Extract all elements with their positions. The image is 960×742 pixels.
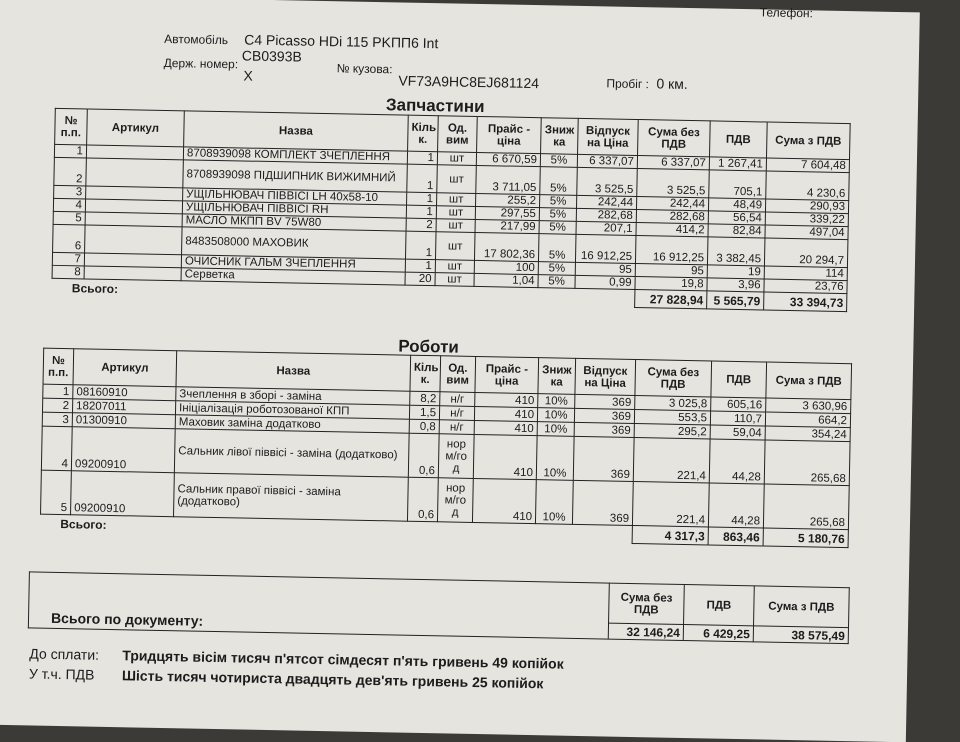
works-cell-name: Зчеплення в зборі - заміна	[176, 387, 410, 405]
plate-label: Держ. номер:	[163, 55, 239, 72]
plate-value: CB0393B	[241, 47, 302, 65]
parts-cell-net: 19,8	[635, 277, 707, 291]
works-total-vat: 863,46	[708, 527, 763, 546]
parts-col-price: Прайс - ціна	[477, 116, 542, 153]
parts-cell-name: 8708939098 ПІДШИПНИК ВИЖИМНИЙ	[183, 160, 407, 192]
works-cell-price: 410	[472, 478, 536, 523]
works-table	[40, 348, 852, 548]
parts-cell-discount: 5%	[538, 234, 576, 263]
parts-col-vat: ПДВ	[710, 121, 768, 158]
parts-cell-vat: 48,49	[708, 198, 765, 212]
parts-cell-gross: 4 230,6	[766, 171, 850, 201]
parts-cell-vat: 705,1	[709, 170, 767, 199]
works-cell-net: 553,5	[634, 410, 710, 425]
works-cell-price: 410	[473, 434, 537, 479]
parts-cell-gross: 7 604,48	[766, 158, 849, 173]
body-label: № кузова:	[336, 61, 393, 77]
parts-cell-net: 16 912,25	[635, 236, 708, 265]
parts-cell-net: 414,2	[636, 223, 708, 237]
parts-total-gross: 33 394,73	[764, 292, 847, 312]
parts-cell-name: УЩІЛЬНЮВАЧ ПІВВІСІ RH	[182, 201, 406, 218]
mileage-value: 0 км.	[656, 75, 688, 92]
works-cell-gross: 265,68	[763, 484, 849, 530]
parts-cell-qty: 1	[407, 164, 438, 193]
parts-cell-price: 297,55	[475, 206, 539, 220]
parts-col-gross: Сума з ПДВ	[767, 122, 851, 160]
parts-col-unit: Од. вим	[438, 116, 478, 153]
works-cell-name: Ініціалізація роботозованої КПП	[175, 401, 409, 419]
works-total-label: Всього:	[40, 514, 632, 543]
works-col-n: № п.п.	[43, 348, 74, 385]
works-col-qty: Кіль к.	[410, 355, 441, 392]
works-col-sale-price: Відпуск на Ціна	[575, 358, 636, 395]
parts-cell-n: 7	[52, 252, 84, 266]
parts-cell-price: 217,99	[475, 219, 539, 233]
works-cell-net: 221,4	[632, 482, 709, 527]
parts-col-n: № п.п.	[55, 108, 88, 145]
parts-cell-vat: 3 382,45	[707, 237, 765, 266]
parts-col-qty: Кіль к.	[408, 115, 439, 152]
parts-cell-price: 6 670,59	[476, 152, 540, 166]
mileage-label: Пробіг :	[606, 76, 650, 92]
plate-value-2: X	[243, 67, 253, 84]
parts-cell-vat: 19	[707, 265, 764, 279]
parts-cell-sale-price: 95	[575, 262, 635, 276]
works-cell-article: 18207011	[72, 399, 175, 415]
works-cell-article: 09200910	[71, 427, 175, 473]
parts-total-net: 27 828,94	[635, 290, 707, 309]
works-cell-article: 08160910	[73, 385, 176, 401]
parts-cell-unit: шт	[437, 165, 477, 194]
parts-col-net: Сума без ПДВ	[638, 120, 711, 157]
parts-cell-gross: 290,93	[765, 199, 848, 214]
parts-cell-n: 3	[54, 185, 86, 199]
parts-cell-name: 8483508000 МАХОВИК	[182, 227, 406, 259]
parts-cell-n: 8	[52, 265, 84, 279]
parts-cell-price: 100	[474, 260, 538, 274]
works-cell-qty: 0,6	[407, 477, 438, 522]
works-col-discount: Зниж ка	[538, 358, 576, 395]
doc-total-net: 32 146,24	[608, 623, 683, 640]
works-cell-vat: 44,28	[709, 439, 765, 484]
parts-cell-sale-price: 0,99	[575, 275, 635, 289]
parts-cell-qty: 1	[407, 151, 437, 165]
works-cell-n: 3	[42, 412, 72, 427]
parts-cell-unit: шт	[435, 232, 475, 261]
works-total-gross: 5 180,76	[763, 528, 848, 548]
works-cell-gross: 265,68	[764, 440, 850, 486]
works-cell-price: 410	[474, 420, 537, 435]
works-cell-qty: 0,8	[409, 419, 439, 434]
parts-cell-net: 6 337,07	[637, 156, 709, 170]
works-cell-qty: 8,2	[410, 391, 440, 406]
works-cell-gross: 3 630,96	[766, 398, 851, 414]
parts-cell-unit: шт	[436, 219, 475, 233]
works-cell-vat: 605,16	[711, 397, 766, 412]
parts-cell-sale-price: 6 337,07	[577, 154, 637, 168]
parts-cell-n: 2	[54, 157, 87, 186]
works-cell-discount: 10%	[537, 408, 574, 423]
parts-cell-discount: 5%	[539, 221, 576, 235]
works-cell-sale-price: 369	[572, 480, 633, 525]
works-cell-net: 3 025,8	[635, 396, 711, 411]
doc-head-vat: ПДВ	[684, 585, 755, 626]
parts-cell-discount: 5%	[540, 167, 578, 196]
parts-cell-vat: 1 267,41	[709, 157, 766, 171]
works-col-net: Сума без ПДВ	[635, 360, 712, 397]
parts-cell-discount: 5%	[539, 208, 576, 222]
parts-cell-net: 3 525,5	[637, 169, 710, 198]
parts-cell-name: Серветка	[181, 268, 405, 285]
works-col-vat: ПДВ	[711, 361, 767, 398]
pay-words: Тридцять вісім тисяч п'ятсот сімдесят п'ять гривень 49 копійок	[122, 647, 564, 672]
parts-cell-qty: 20	[405, 272, 435, 286]
works-cell-sale-price: 369	[575, 394, 635, 409]
parts-total-vat: 5 565,79	[707, 291, 764, 310]
works-cell-n: 2	[42, 398, 72, 413]
works-col-unit: Од. вим	[440, 356, 476, 393]
works-cell-price: 410	[475, 392, 538, 407]
works-cell-unit: н/г	[440, 392, 475, 407]
doc-head-gross: Сума з ПДВ	[754, 586, 850, 628]
parts-total-label: Всього:	[52, 278, 635, 307]
works-total-net: 4 317,3	[632, 526, 708, 545]
parts-cell-qty: 1	[407, 192, 437, 206]
parts-cell-unit: шт	[436, 206, 475, 220]
parts-cell-gross: 339,22	[765, 212, 848, 227]
works-col-price: Прайс - ціна	[475, 356, 539, 393]
parts-cell-name: УЩІЛЬНЮВАЧ ПІВВІСІ LH 40x58-10	[183, 188, 407, 205]
parts-cell-unit: шт	[435, 273, 474, 287]
works-cell-n: 5	[41, 470, 72, 515]
works-cell-name: Сальник правої піввісі - заміна (додатково)	[174, 473, 409, 521]
parts-cell-discount: 5%	[540, 154, 577, 168]
doc-total-vat: 6 429,25	[683, 625, 753, 642]
pay-label: До сплати:	[29, 645, 100, 663]
works-cell-qty: 1,5	[409, 405, 439, 420]
works-cell-sale-price: 369	[574, 422, 634, 437]
parts-cell-name: МАСЛО МКПП BV 75W80	[182, 214, 406, 231]
works-cell-vat: 59,04	[710, 425, 765, 440]
parts-cell-article	[86, 158, 184, 188]
parts-cell-unit: шт	[435, 260, 474, 274]
parts-cell-net: 242,44	[636, 197, 708, 211]
parts-cell-sale-price: 207,1	[576, 221, 636, 235]
parts-cell-gross: 20 294,7	[764, 238, 848, 268]
works-cell-n: 4	[41, 426, 72, 471]
parts-cell-price: 17 802,36	[474, 232, 539, 261]
parts-cell-discount: 5%	[538, 275, 575, 289]
works-cell-sale-price: 369	[573, 436, 634, 481]
works-cell-qty: 0,6	[408, 433, 439, 478]
parts-cell-unit: шт	[437, 193, 476, 207]
vat-words: Шість тисяч чотириста двадцять дев'ять гривень 25 копійок	[121, 667, 544, 692]
works-cell-unit: н/г	[439, 406, 474, 421]
parts-cell-n: 1	[54, 144, 86, 158]
works-col-gross: Сума з ПДВ	[766, 362, 852, 400]
car-value: C4 Picasso HDi 115 PKПП6 Int	[244, 31, 439, 52]
works-col-article: Артикул	[73, 349, 177, 387]
parts-cell-sale-price: 242,44	[576, 195, 636, 209]
document-total-label: Всього по документу:	[28, 572, 609, 639]
parts-cell-unit: шт	[437, 152, 476, 166]
works-cell-gross: 664,2	[765, 412, 850, 428]
vat-label: У т.ч. ПДВ	[28, 665, 95, 683]
parts-cell-n: 5	[53, 211, 85, 225]
parts-title: Запчастини	[385, 95, 485, 117]
parts-cell-sale-price: 16 912,25	[575, 234, 636, 263]
document-total-table	[28, 571, 850, 644]
works-cell-vat: 110,7	[710, 411, 765, 426]
parts-cell-net: 282,68	[636, 210, 708, 224]
works-cell-unit: н/г	[439, 420, 474, 435]
parts-col-sale-price: Відпуск на Ціна	[578, 118, 639, 155]
parts-cell-net: 95	[635, 264, 707, 278]
doc-total-gross: 38 575,49	[753, 626, 848, 644]
parts-col-name: Назва	[184, 111, 409, 151]
parts-cell-n: 6	[53, 224, 86, 253]
vin-value: VF73A9HC8EJ681124	[398, 72, 540, 92]
parts-cell-qty: 1	[405, 259, 435, 273]
parts-cell-vat: 82,84	[708, 224, 765, 238]
parts-cell-gross: 114	[764, 266, 847, 281]
parts-cell-gross: 497,04	[765, 225, 848, 240]
works-cell-vat: 44,28	[708, 483, 764, 528]
parts-cell-vat: 56,54	[708, 211, 765, 225]
works-cell-net: 221,4	[633, 438, 710, 483]
parts-cell-sale-price: 3 525,5	[577, 167, 638, 196]
works-cell-discount: 10%	[536, 436, 574, 481]
works-cell-name: Маховик заміна додатково	[175, 415, 409, 433]
works-cell-unit: нор м/го д	[438, 434, 474, 479]
parts-cell-qty: 1	[405, 231, 436, 260]
parts-cell-discount: 5%	[540, 195, 577, 209]
works-cell-discount: 10%	[537, 422, 574, 437]
parts-cell-price: 255,2	[476, 193, 540, 207]
works-cell-n: 1	[43, 384, 73, 399]
parts-cell-price: 1,04	[474, 273, 538, 287]
parts-cell-discount: 5%	[538, 262, 575, 276]
works-cell-discount: 10%	[535, 480, 573, 525]
works-cell-name: Сальник лівої піввісі - заміна (додатково)	[174, 429, 409, 477]
parts-col-discount: Зниж ка	[541, 118, 579, 155]
parts-cell-price: 3 711,05	[476, 165, 541, 194]
works-title: Роботи	[398, 336, 460, 357]
parts-col-article: Артикул	[87, 109, 185, 147]
parts-cell-qty: 1	[406, 205, 436, 219]
parts-cell-vat: 3,96	[707, 278, 764, 292]
works-cell-discount: 10%	[538, 394, 575, 409]
works-cell-price: 410	[474, 406, 537, 421]
parts-cell-gross: 23,76	[764, 279, 847, 294]
parts-cell-sale-price: 282,68	[576, 208, 636, 222]
works-col-name: Назва	[176, 351, 411, 391]
car-label: Автомобіль	[164, 31, 229, 48]
works-cell-article: 09200910	[71, 471, 175, 517]
works-cell-sale-price: 369	[574, 408, 634, 423]
parts-cell-article	[85, 225, 183, 255]
works-cell-net: 295,2	[634, 424, 710, 439]
works-cell-unit: нор м/го д	[437, 478, 473, 523]
works-cell-gross: 354,24	[765, 426, 850, 442]
works-cell-article: 01300910	[72, 413, 175, 429]
parts-table	[51, 108, 850, 312]
parts-cell-name: 8708939098 КОМПЛЕКТ ЗЧЕПЛЕННЯ	[183, 147, 407, 164]
parts-cell-qty: 2	[406, 218, 436, 232]
parts-cell-n: 4	[53, 198, 85, 212]
phone-label: Телефон:	[759, 5, 814, 21]
doc-head-net: Сума без ПДВ	[609, 583, 685, 624]
parts-cell-name: ОЧИСНИК ГАЛЬМ ЗЧЕПЛЕННЯ	[181, 255, 405, 272]
